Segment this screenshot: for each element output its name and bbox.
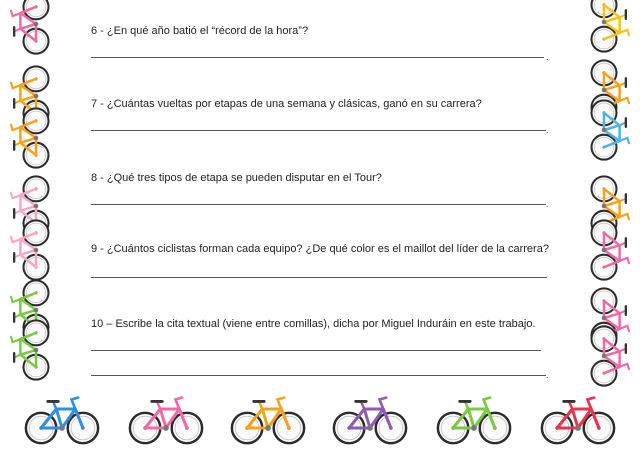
answer-line-10b[interactable] <box>91 375 546 376</box>
bicycle-icon <box>438 398 510 444</box>
bicycle-icon <box>592 326 629 385</box>
answer-line-10a[interactable] <box>91 350 541 351</box>
bicycle-icon <box>542 398 614 444</box>
answer-line-7[interactable] <box>91 130 546 131</box>
bicycle-icon <box>232 398 304 444</box>
bicycle-icon <box>11 0 48 54</box>
answer-end-dot: . <box>546 125 549 135</box>
answer-line-6[interactable] <box>91 57 544 58</box>
answer-end-dot: . <box>546 52 549 62</box>
bicycle-icon <box>334 398 406 444</box>
question-7: 7 - ¿Cuántas vueltas por etapas de una semana y clásicas, ganó en su carrera? <box>91 98 482 110</box>
bicycle-icon <box>592 100 629 159</box>
answer-end-dot: . <box>546 370 549 380</box>
bicycle-icon <box>592 220 629 279</box>
answer-line-9[interactable] <box>91 277 547 278</box>
question-6: 6 - ¿En qué año batió el “récord de la hora”? <box>91 25 309 37</box>
bicycle-icon <box>11 220 48 279</box>
bicycle-icon <box>26 398 98 444</box>
bicycle-icon <box>11 320 48 379</box>
answer-line-8[interactable] <box>91 204 546 205</box>
answer-end-dot: . <box>546 199 549 209</box>
question-9: 9 - ¿Cuántos ciclistas forman cada equipo? ¿De qué color es el maillot del líder de la carrera? <box>91 243 549 255</box>
question-10: 10 – Escribe la cita textual (viene entre comillas), dicha por Miguel Induráin en este trabajo. <box>91 318 536 330</box>
bicycle-icon <box>592 0 629 52</box>
question-8: 8 - ¿Qué tres tipos de etapa se pueden disputar en el Tour? <box>91 172 382 184</box>
bicycle-icon <box>11 108 48 167</box>
bicycle-icon <box>130 398 202 444</box>
